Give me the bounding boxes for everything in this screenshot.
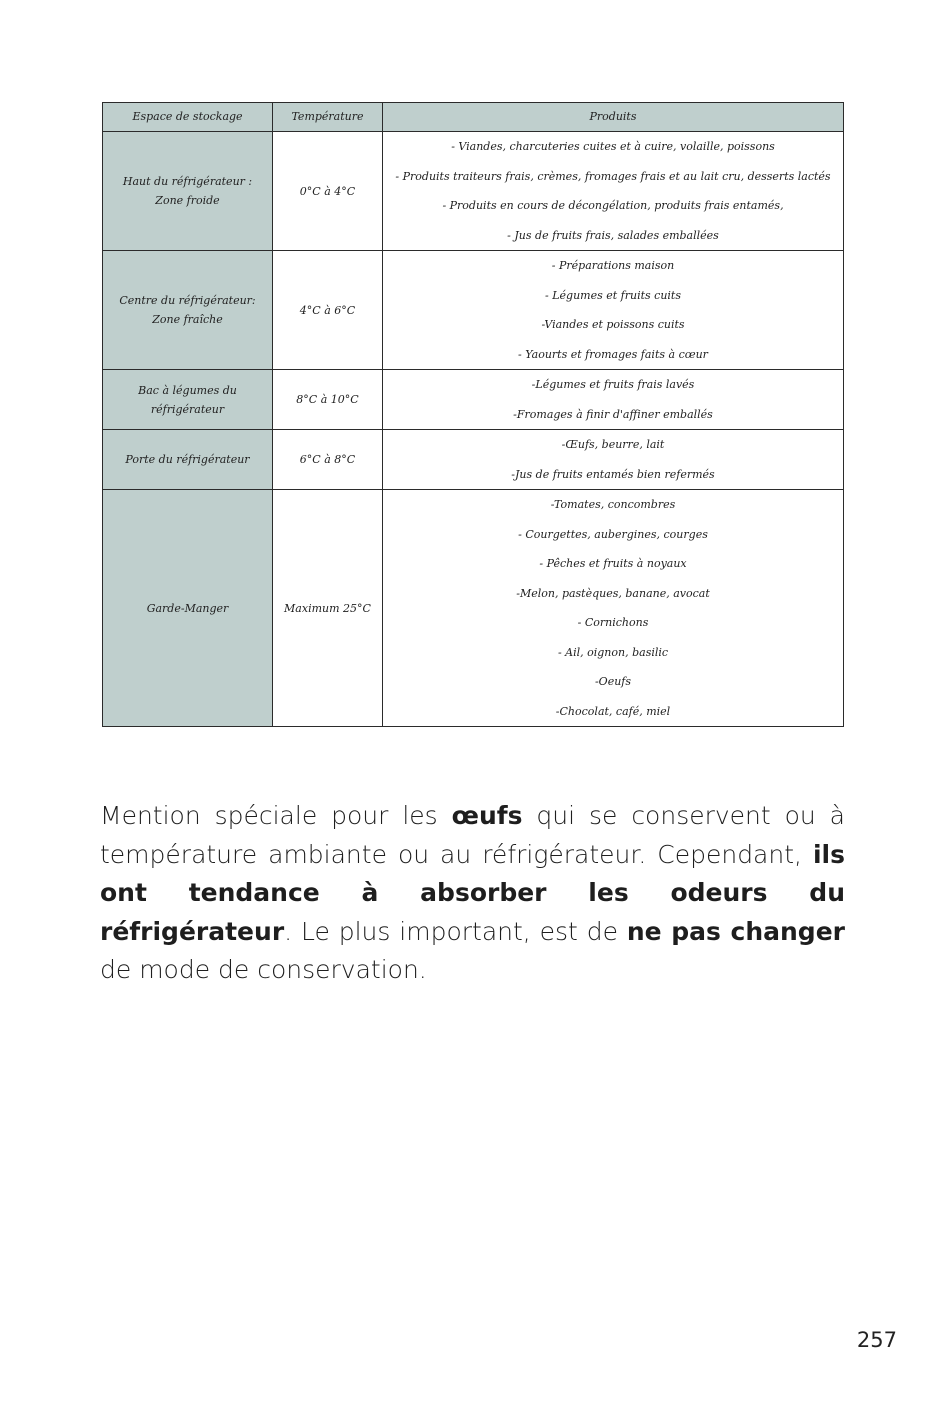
storage-table bbox=[102, 102, 844, 727]
product-item: -Fromages à finir d'affiner emballés bbox=[513, 407, 713, 421]
products-cell bbox=[383, 251, 844, 370]
product-item: -Oeufs bbox=[594, 675, 632, 688]
products-cell bbox=[383, 430, 844, 490]
body-paragraph bbox=[100, 797, 845, 990]
product-item: - Jus de fruits frais, salades emballées bbox=[507, 228, 719, 242]
temperature-cell: Maximum 25°C bbox=[273, 490, 383, 727]
product-item: - Ail, oignon, basilic bbox=[557, 645, 669, 659]
paragraph-bold-text: ne pas changer bbox=[626, 916, 845, 946]
storage-space-cell: Garde-Manger bbox=[103, 490, 273, 727]
header-storage-space: Espace de stockage bbox=[103, 103, 273, 132]
product-item: - Préparations maison bbox=[551, 259, 675, 272]
temperature-cell: 6°C à 8°C bbox=[273, 430, 383, 490]
products-cell bbox=[383, 132, 844, 251]
product-item: -Tomates, concombres bbox=[550, 498, 676, 511]
product-item: - Courgettes, aubergines, courges bbox=[518, 527, 708, 541]
paragraph-bold-text: œufs bbox=[451, 801, 523, 830]
product-item: - Yaourts et fromages faits à cœur bbox=[518, 347, 708, 361]
paragraph-text: Mention spéciale pour les bbox=[100, 801, 452, 830]
table-row bbox=[103, 430, 844, 490]
paragraph-text: qui se conservent ou à température ambiante ou au réfrigérateur. Cependant, bbox=[100, 801, 845, 869]
product-item: -Jus de fruits entamés bien refermés bbox=[511, 467, 715, 481]
products-cell bbox=[383, 370, 844, 430]
product-item: - Légumes et fruits cuits bbox=[545, 288, 681, 302]
table-row bbox=[103, 132, 844, 251]
table-row bbox=[103, 490, 844, 727]
storage-space-cell: Bac à légumes du réfrigérateur bbox=[103, 370, 273, 430]
product-item: -Chocolat, café, miel bbox=[555, 704, 671, 718]
paragraph-bold-text: ils ont tendance à absorber les odeurs du réfrigérateur bbox=[100, 839, 845, 946]
header-products: Produits bbox=[383, 103, 844, 132]
page-number: 257 bbox=[856, 1328, 897, 1352]
storage-space-cell: Centre du réfrigérateur: Zone fraîche bbox=[103, 251, 273, 370]
temperature-cell: 4°C à 6°C bbox=[273, 251, 383, 370]
product-item: - Cornichons bbox=[577, 616, 649, 629]
products-cell bbox=[383, 490, 844, 727]
paragraph-text: . Le plus important, est de bbox=[284, 916, 627, 946]
table-header-row bbox=[103, 103, 844, 132]
header-temperature: Température bbox=[273, 103, 383, 132]
product-item: - Pêches et fruits à noyaux bbox=[539, 557, 687, 570]
product-item: -Œufs, beurre, lait bbox=[561, 438, 665, 451]
product-item: -Légumes et fruits frais lavés bbox=[531, 378, 695, 391]
temperature-cell: 8°C à 10°C bbox=[273, 370, 383, 430]
product-item: -Viandes et poissons cuits bbox=[541, 318, 685, 331]
product-item: - Produits en cours de décongélation, produits frais entamés, bbox=[442, 199, 784, 212]
storage-space-cell: Porte du réfrigérateur bbox=[103, 430, 273, 490]
table-row bbox=[103, 251, 844, 370]
product-item: -Melon, pastèques, banane, avocat bbox=[516, 586, 710, 600]
storage-space-cell: Haut du réfrigérateur : Zone froide bbox=[103, 132, 273, 251]
table-row bbox=[103, 370, 844, 430]
product-item: - Viandes, charcuteries cuites et à cuire, volaille, poissons bbox=[451, 140, 775, 153]
paragraph-text: de mode de conservation. bbox=[100, 955, 427, 984]
product-item: - Produits traiteurs frais, crèmes, fromages frais et au lait cru, desserts lactés bbox=[395, 169, 831, 183]
temperature-cell: 0°C à 4°C bbox=[273, 132, 383, 251]
